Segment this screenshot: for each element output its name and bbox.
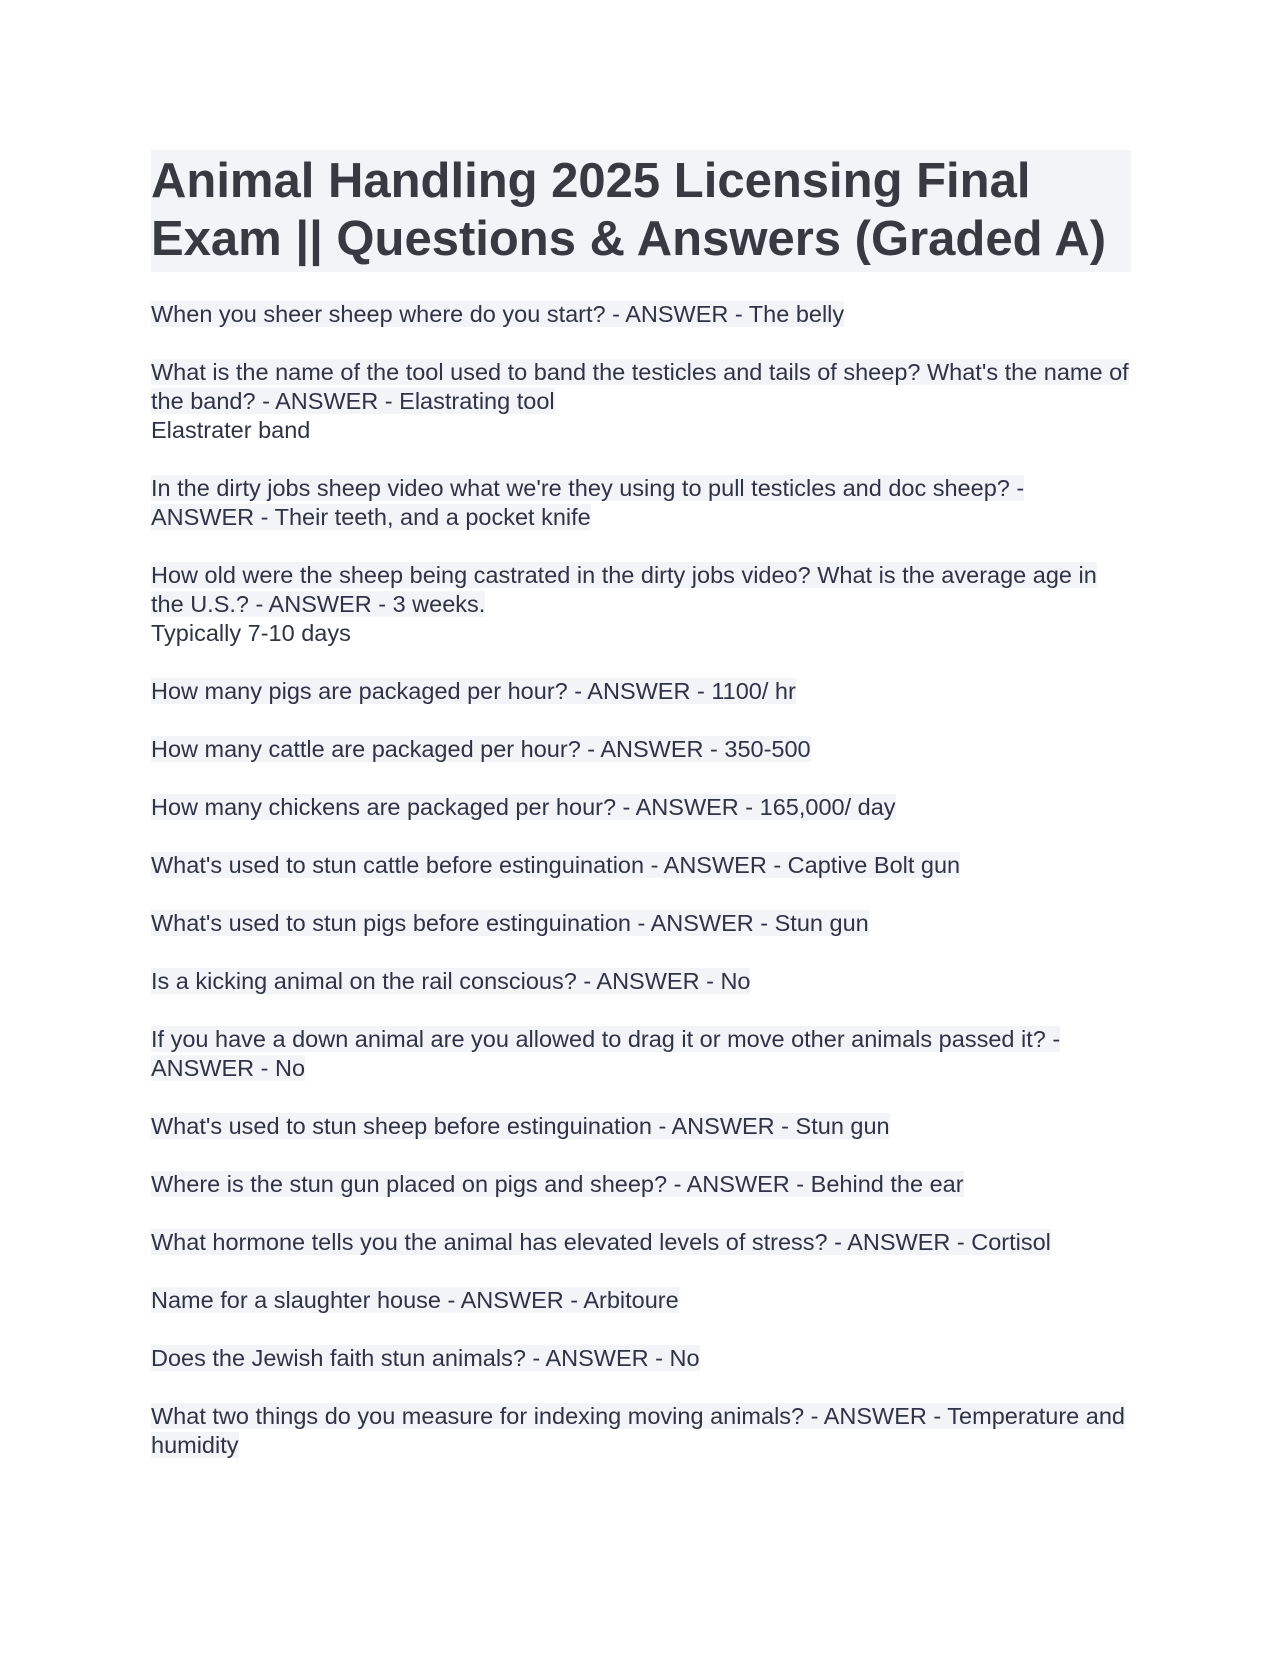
qa-text-span: Typically 7-10 days — [151, 620, 351, 646]
qa-text-span: What's used to stun pigs before estinguination - ANSWER - Stun gun — [151, 910, 869, 936]
qa-item — [151, 561, 1131, 648]
qa-item — [151, 909, 1131, 938]
title-block — [151, 150, 1131, 272]
qa-text — [151, 358, 1131, 416]
qa-text-continuation — [151, 416, 1131, 445]
qa-text — [151, 1170, 1131, 1199]
qa-text — [151, 967, 1131, 996]
qa-text-span: What is the name of the tool used to band the testicles and tails of sheep? What's the name of the band? - ANSWER - Elastrating tool — [151, 359, 1129, 414]
qa-text — [151, 300, 1131, 329]
qa-text — [151, 1228, 1131, 1257]
qa-text-span: In the dirty jobs sheep video what we're they using to pull testicles and doc sheep? - ANSWER - Their teeth, and a pocket knife — [151, 475, 1025, 530]
qa-text — [151, 735, 1131, 764]
qa-text — [151, 909, 1131, 938]
qa-text — [151, 677, 1131, 706]
qa-text — [151, 793, 1131, 822]
qa-item — [151, 735, 1131, 764]
qa-text-span: Is a kicking animal on the rail conscious? - ANSWER - No — [151, 968, 751, 994]
document-title: Animal Handling 2025 Licensing Final Exam || Questions & Answers (Graded A) — [151, 154, 1107, 266]
qa-item — [151, 1344, 1131, 1373]
qa-text-span: How many cattle are packaged per hour? - ANSWER - 350-500 — [151, 736, 811, 762]
qa-text — [151, 1286, 1131, 1315]
qa-text-span: Elastrater band — [151, 417, 311, 443]
qa-item — [151, 300, 1131, 329]
qa-item — [151, 358, 1131, 445]
qa-list — [151, 300, 1131, 1460]
qa-text-continuation — [151, 619, 1131, 648]
qa-text-span: How many chickens are packaged per hour? - ANSWER - 165,000/ day — [151, 794, 896, 820]
qa-text — [151, 1344, 1131, 1373]
qa-text-span: Name for a slaughter house - ANSWER - Arbitoure — [151, 1287, 679, 1313]
qa-item — [151, 1402, 1131, 1460]
qa-item — [151, 1228, 1131, 1257]
qa-text-span: What's used to stun sheep before estinguination - ANSWER - Stun gun — [151, 1113, 890, 1139]
qa-text-span: Does the Jewish faith stun animals? - ANSWER - No — [151, 1345, 700, 1371]
qa-text-span: Where is the stun gun placed on pigs and sheep? - ANSWER - Behind the ear — [151, 1171, 964, 1197]
qa-text — [151, 851, 1131, 880]
qa-item — [151, 474, 1131, 532]
qa-text-span: If you have a down animal are you allowed to drag it or move other animals passed it? - ANSWER - No — [151, 1026, 1061, 1081]
qa-text-span: When you sheer sheep where do you start? - ANSWER - The belly — [151, 301, 845, 327]
qa-item — [151, 967, 1131, 996]
qa-text-span: How many pigs are packaged per hour? - ANSWER - 1100/ hr — [151, 678, 796, 704]
qa-item — [151, 1025, 1131, 1083]
qa-text-span: How old were the sheep being castrated in the dirty jobs video? What is the average age in the U.S.? - ANSWER - 3 weeks. — [151, 562, 1097, 617]
qa-item — [151, 1112, 1131, 1141]
qa-text — [151, 1402, 1131, 1460]
qa-text — [151, 1025, 1131, 1083]
qa-item — [151, 1170, 1131, 1199]
qa-text — [151, 474, 1131, 532]
qa-item — [151, 1286, 1131, 1315]
qa-item — [151, 793, 1131, 822]
qa-text-span: What's used to stun cattle before estinguination - ANSWER - Captive Bolt gun — [151, 852, 961, 878]
document-content — [151, 150, 1131, 1489]
qa-text-span: What two things do you measure for indexing moving animals? - ANSWER - Temperature and humidity — [151, 1403, 1125, 1458]
qa-item — [151, 851, 1131, 880]
qa-text — [151, 1112, 1131, 1141]
qa-item — [151, 677, 1131, 706]
qa-text-span: What hormone tells you the animal has elevated levels of stress? - ANSWER - Cortisol — [151, 1229, 1051, 1255]
qa-text — [151, 561, 1131, 619]
